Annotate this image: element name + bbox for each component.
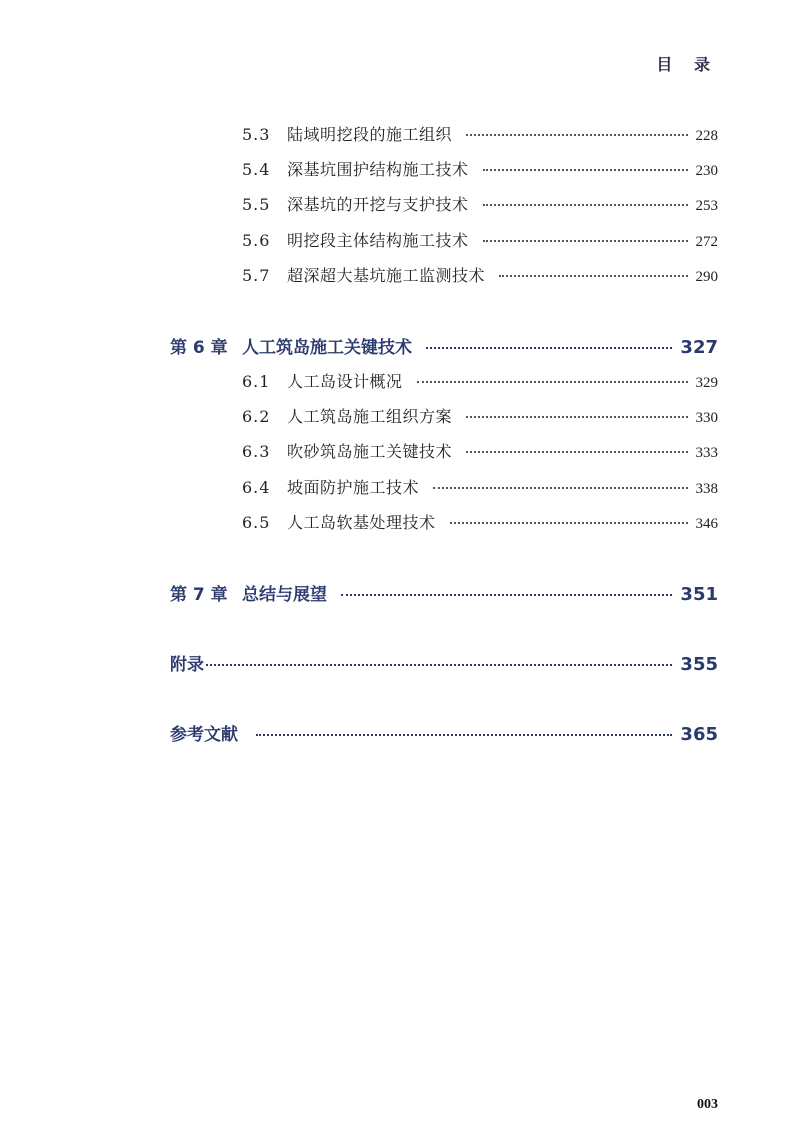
section-title: 人工筑岛施工组织方案 <box>287 407 453 426</box>
section-number: 6.1 <box>242 372 271 391</box>
chapter-title: 总结与展望 <box>242 585 327 605</box>
page-number: 329 <box>695 375 718 391</box>
dot-leader <box>433 487 687 489</box>
dot-leader <box>483 169 688 171</box>
section-title: 深基坑围护结构施工技术 <box>287 160 469 179</box>
chapter-number: 第 6 章 <box>170 338 228 358</box>
section-title: 坡面防护施工技术 <box>287 478 420 497</box>
page-number: 230 <box>695 163 718 179</box>
toc-chapter-7[interactable] <box>170 580 718 605</box>
page-number: 346 <box>695 516 718 532</box>
toc-chapter-6[interactable] <box>170 333 718 358</box>
page-number: 228 <box>695 128 718 144</box>
section-number: 5.5 <box>242 195 271 214</box>
toc-references[interactable] <box>170 720 718 745</box>
section-title: 深基坑的开挖与支护技术 <box>287 195 469 214</box>
section-title: 人工岛软基处理技术 <box>287 513 436 532</box>
references-title: 参考文献 <box>170 725 238 745</box>
dot-leader <box>483 240 688 242</box>
toc-entry-5-4[interactable] <box>242 157 718 180</box>
section-title: 超深超大基坑施工监测技术 <box>287 266 486 285</box>
toc-entry-5-5[interactable] <box>242 192 718 215</box>
page-number: 327 <box>680 337 718 358</box>
toc-entry-6-3[interactable] <box>242 439 718 462</box>
toc-entry-6-4[interactable] <box>242 475 718 498</box>
toc-entry-6-1[interactable] <box>242 369 718 392</box>
section-number: 6.2 <box>242 407 271 426</box>
page-number: 351 <box>680 584 718 605</box>
dot-leader <box>466 134 687 136</box>
page-number: 333 <box>695 445 718 461</box>
page-number: 355 <box>680 654 718 675</box>
toc-entry-5-6[interactable] <box>242 228 718 251</box>
appendix-title: 附录 <box>170 655 204 675</box>
toc-entry-5-7[interactable] <box>242 263 718 286</box>
page-number: 330 <box>695 410 718 426</box>
toc-entry-6-2[interactable] <box>242 404 718 427</box>
toc-entry-5-3[interactable] <box>242 122 718 145</box>
section-title: 明挖段主体结构施工技术 <box>287 231 469 250</box>
chapter-title: 人工筑岛施工关键技术 <box>242 338 412 358</box>
page-number: 338 <box>695 481 718 497</box>
section-number: 6.5 <box>242 513 271 532</box>
dot-leader <box>483 204 688 206</box>
dot-leader <box>450 522 688 524</box>
toc-entry-6-5[interactable] <box>242 510 718 533</box>
section-number: 5.3 <box>242 125 271 144</box>
dot-leader <box>417 381 688 383</box>
page-number: 290 <box>695 269 718 285</box>
page-number: 253 <box>695 198 718 214</box>
dot-leader <box>206 664 672 666</box>
dot-leader <box>466 451 687 453</box>
dot-leader <box>256 734 672 736</box>
running-header: 目 录 <box>656 55 718 74</box>
section-number: 6.3 <box>242 442 271 461</box>
section-number: 5.7 <box>242 266 271 285</box>
chapter-number: 第 7 章 <box>170 585 228 605</box>
page-number: 272 <box>695 234 718 250</box>
dot-leader <box>341 594 672 596</box>
section-number: 5.4 <box>242 160 271 179</box>
page-number: 365 <box>680 724 718 745</box>
section-number: 5.6 <box>242 231 271 250</box>
dot-leader <box>426 347 672 349</box>
section-title: 陆域明挖段的施工组织 <box>287 125 453 144</box>
section-number: 6.4 <box>242 478 271 497</box>
dot-leader <box>466 416 687 418</box>
toc-appendix[interactable] <box>170 650 718 675</box>
section-title: 吹砂筑岛施工关键技术 <box>287 442 453 461</box>
dot-leader <box>499 275 687 277</box>
section-title: 人工岛设计概况 <box>287 372 403 391</box>
page-folio: 003 <box>697 1097 718 1112</box>
